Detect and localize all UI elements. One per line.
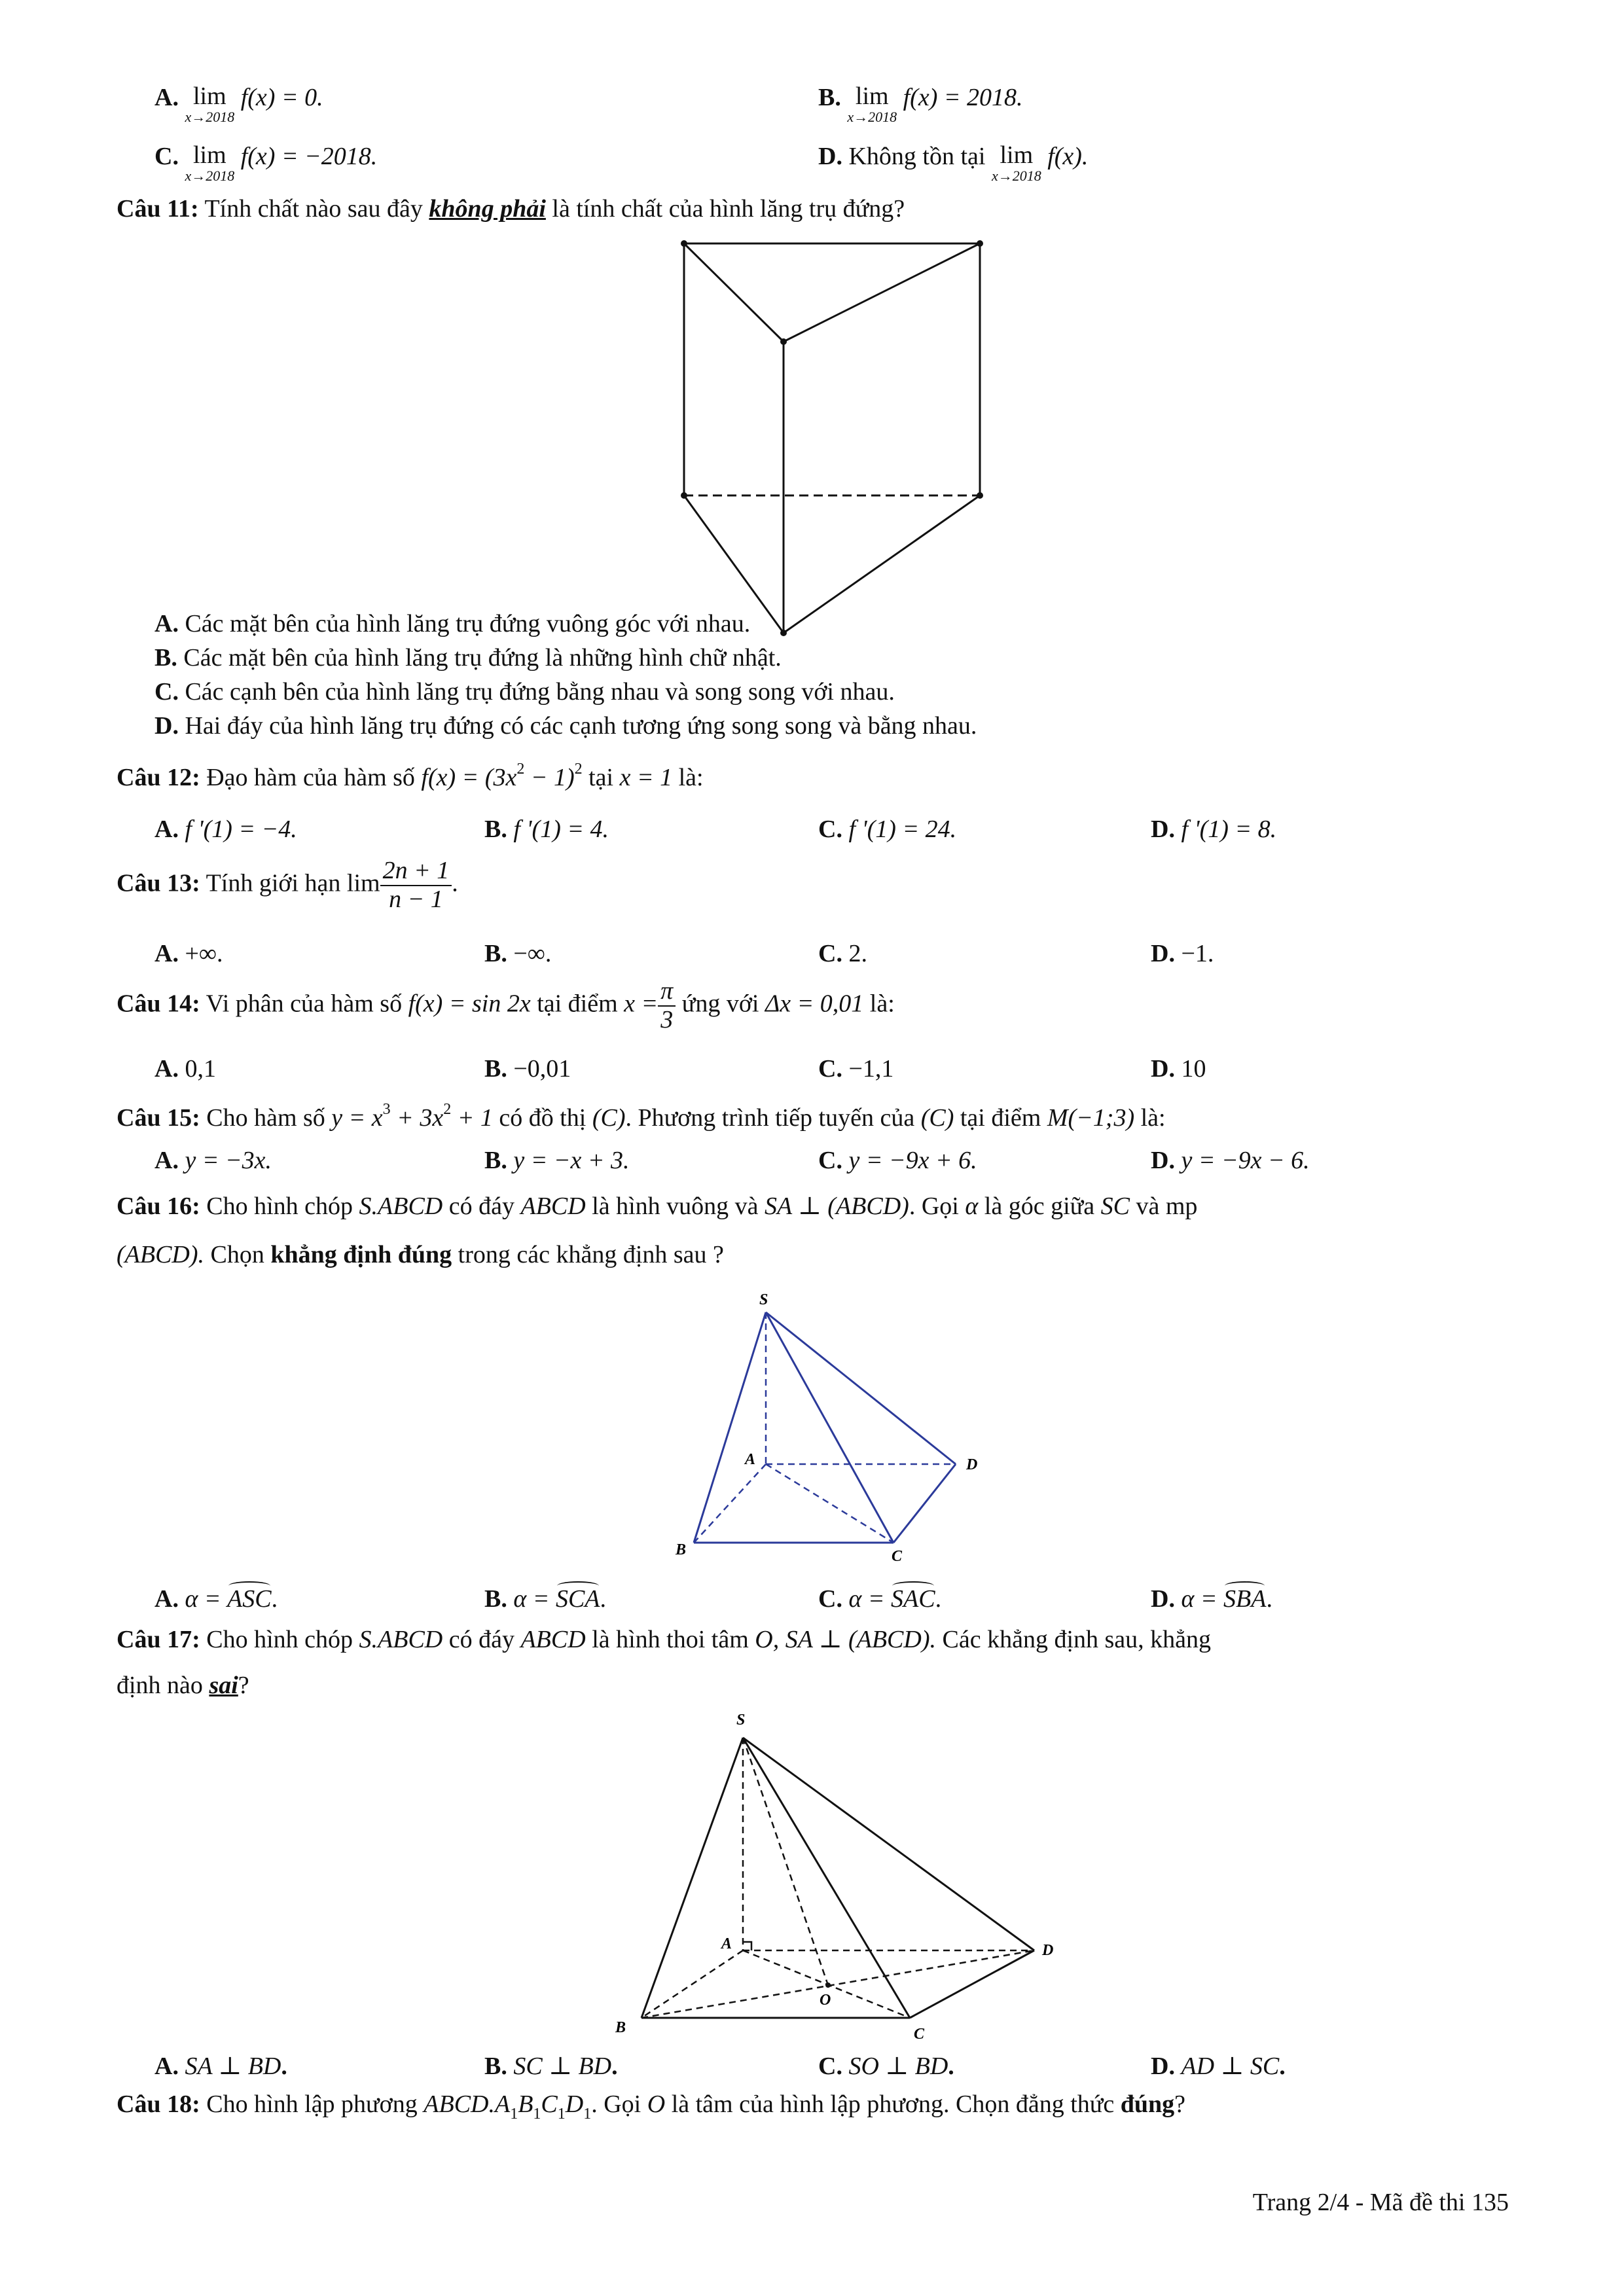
- q10-option-b: B. lim x→2018 f(x) = 2018.: [818, 82, 1023, 125]
- q14-fraction: $\frac{\pi}{3}$: [658, 978, 676, 1034]
- pyramid-figure-q17: [602, 1712, 1060, 2045]
- q11-option-c: C. Các cạnh bên của hình lăng trụ đứng bằng nhau và song song với nhau.: [154, 678, 895, 706]
- q11-question: Câu 11: Tính chất nào sau đây không phải là tính chất của hình lăng trụ đứng?: [117, 195, 905, 223]
- prism-figure: [674, 236, 1001, 641]
- pyramid17-label-a: A: [721, 1935, 732, 1952]
- q11-option-a: A. Các mặt bên của hình lăng trụ đứng vuông góc với nhau.: [154, 610, 751, 637]
- q10-option-a: A. lim x→2018 f(x) = 0.: [154, 82, 323, 125]
- q17-option-b: B. SC ⊥ BD.: [484, 2053, 618, 2080]
- q13-option-b: B. −∞.: [484, 940, 552, 967]
- prism-edge-top-right: [784, 243, 980, 342]
- q17-emphasis: sai: [209, 1672, 238, 1699]
- q12-question: Câu 12: Đạo hàm của hàm số $f(x) = (3x^2 - 1)^2$ tại x = 1 là:: [117, 761, 704, 791]
- q10-d-limit: lim x→2018: [991, 141, 1041, 184]
- q13-fraction: $\frac{2n + 1}{n - 1}$: [380, 857, 452, 914]
- q15-option-b: B. y = −x + 3.: [484, 1147, 630, 1174]
- q10-c-limit: lim x→2018: [185, 141, 235, 184]
- q14-question: Câu 14: Vi phân của hàm số f(x) = sin 2x tại điểm x = $\frac{\pi}{3}$ ứng với Δx = 0,01 là:: [117, 977, 895, 1033]
- q11-option-b: B. Các mặt bên của hình lăng trụ đứng là những hình chữ nhật.: [154, 644, 782, 672]
- q12-option-b: B. f '(1) = 4.: [484, 816, 609, 843]
- q15-option-d: D. y = −9x − 6.: [1151, 1147, 1310, 1174]
- pyramid17-label-c: C: [914, 2026, 925, 2043]
- q15-question: Câu 15: Cho hàm số $y = x^3 + 3x^2 + 1$ có đồ thị (C). Phương trình tiếp tuyến của (C) tại điểm M(−1;3) là:: [117, 1101, 1166, 1132]
- pyramid16-label-c: C: [892, 1548, 903, 1565]
- pyramid16-label-s: S: [759, 1293, 768, 1308]
- q17-option-a: A. SA ⊥ BD.: [154, 2053, 287, 2080]
- q13-option-a: A. +∞.: [154, 940, 223, 967]
- q10-a-limit: lim x→2018: [185, 82, 235, 125]
- q17-question-line1: Câu 17: Cho hình chóp S.ABCD có đáy ABCD là hình thoi tâm O, SA ⊥ (ABCD). Các khẳng định sau, khẳng: [117, 1626, 1212, 1653]
- q16-option-d: D. α = SBA.: [1151, 1585, 1272, 1613]
- q16-option-a: A. α = ASC.: [154, 1585, 278, 1613]
- q16-question-line1: Câu 16: Cho hình chóp S.ABCD có đáy ABCD là hình vuông và SA ⊥ (ABCD). Gọi α là góc giữa SC và mp: [117, 1193, 1198, 1220]
- q16-question-line2: (ABCD). Chọn khẳng định đúng trong các khẳng định sau ?: [117, 1241, 724, 1268]
- q13-option-c: C. 2.: [818, 940, 867, 967]
- pyramid17-label-b: B: [615, 2019, 626, 2036]
- prism-edge-bottom-right: [784, 495, 980, 633]
- page-footer: Trang 2/4 - Mã đề thi 135: [1252, 2189, 1509, 2216]
- q14-option-c: C. −1,1: [818, 1055, 894, 1083]
- q16-option-c: C. α = SAC.: [818, 1585, 942, 1613]
- pyramid16-label-d: D: [966, 1456, 978, 1473]
- pyramid16-label-a: A: [745, 1451, 756, 1468]
- q17-question-line2: định nào sai?: [117, 1672, 249, 1699]
- q16-option-b: B. α = SCA.: [484, 1585, 607, 1613]
- q18-question: Câu 18: Cho hình lập phương $ABCD.A_1B_1C_1D_1$. Gọi O là tâm của hình lập phương. Chọn đẳng thức đúng?: [117, 2090, 1186, 2123]
- q12-option-a: A. f '(1) = −4.: [154, 816, 297, 843]
- q11-option-d: D. Hai đáy của hình lăng trụ đứng có các cạnh tương ứng song song và bằng nhau.: [154, 712, 977, 740]
- q13-option-d: D. −1.: [1151, 940, 1214, 967]
- q12-option-d: D. f '(1) = 8.: [1151, 816, 1277, 843]
- q15-option-c: C. y = −9x + 6.: [818, 1147, 977, 1174]
- pyramid-figure-q16: [668, 1293, 995, 1568]
- prism-edge-top-left: [684, 243, 784, 342]
- q10-option-c: C. lim x→2018 f(x) = −2018.: [154, 141, 378, 184]
- q14-option-a: A. 0,1: [154, 1055, 216, 1083]
- q13-question: Câu 13: Tính giới hạn lim $\frac{2n + 1}{n - 1}$ .: [117, 857, 458, 913]
- pyramid17-label-s: S: [736, 1712, 746, 1729]
- q14-option-b: B. −0,01: [484, 1055, 571, 1083]
- q17-option-c: C. SO ⊥ BD.: [818, 2053, 954, 2080]
- q10-b-limit: lim x→2018: [847, 82, 897, 125]
- q17-option-d: D. AD ⊥ SC.: [1151, 2053, 1286, 2080]
- q12-option-c: C. f '(1) = 24.: [818, 816, 957, 843]
- pyramid17-label-o: O: [820, 1992, 831, 2009]
- q14-option-d: D. 10: [1151, 1055, 1206, 1083]
- q11-emphasis: không phải: [429, 195, 546, 223]
- pyramid17-label-d: D: [1042, 1942, 1054, 1959]
- q15-option-a: A. y = −3x.: [154, 1147, 272, 1174]
- q10-option-d: D. Không tồn tại lim x→2018 f(x).: [818, 141, 1089, 184]
- pyramid16-label-b: B: [676, 1541, 687, 1558]
